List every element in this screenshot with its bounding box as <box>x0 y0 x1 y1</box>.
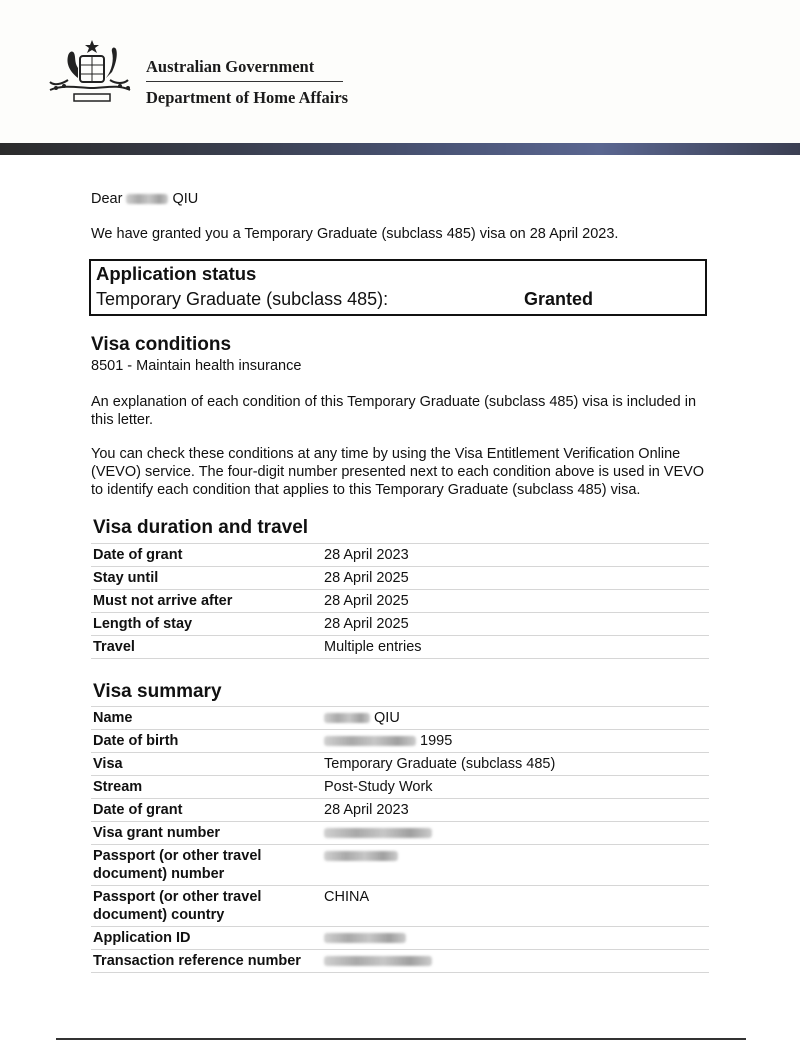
table-row <box>91 776 709 799</box>
row-key: Visa grant number <box>91 822 322 845</box>
table-row <box>91 730 709 753</box>
table-row <box>91 886 709 927</box>
row-key: Stream <box>91 776 322 799</box>
table-row <box>91 590 709 613</box>
header-banner <box>0 143 800 155</box>
footer-divider <box>56 1038 746 1040</box>
coat-of-arms-icon <box>44 38 134 106</box>
greeting <box>91 190 198 208</box>
redacted-grant-number <box>324 828 432 838</box>
table-row <box>91 707 709 730</box>
row-key: Passport (or other travel document) country <box>91 886 322 927</box>
conditions-explanation: An explanation of each condition of this Temporary Graduate (subclass 485) visa is included in this letter. <box>91 394 697 428</box>
department-name: Department of Home Affairs <box>146 88 349 107</box>
greeting-prefix: Dear <box>91 191 123 207</box>
row-value: CHINA <box>322 886 709 927</box>
row-key: Visa <box>91 753 322 776</box>
table-row <box>91 636 709 659</box>
row-key: Stay until <box>91 567 322 590</box>
grant-intro: We have granted you a Temporary Graduate (subclass 485) visa on 28 April 2023. <box>91 226 619 242</box>
summary-title: Visa summary <box>93 681 222 702</box>
redacted-given-name <box>126 194 168 204</box>
row-value: Multiple entries <box>322 636 709 659</box>
row-value <box>322 730 709 753</box>
row-key: Application ID <box>91 927 322 950</box>
row-value <box>322 707 709 730</box>
duration-title: Visa duration and travel <box>93 517 309 538</box>
letterhead <box>0 0 800 143</box>
table-row <box>91 950 709 973</box>
status-value: Granted <box>524 289 594 309</box>
table-row <box>91 845 709 886</box>
visa-conditions-title: Visa conditions <box>91 334 232 355</box>
row-key: Date of birth <box>91 730 322 753</box>
row-value <box>322 950 709 973</box>
redacted-transaction-reference <box>324 956 432 966</box>
surname-value: QIU <box>374 710 400 726</box>
table-row <box>91 822 709 845</box>
row-value: 28 April 2025 <box>322 590 709 613</box>
header-divider <box>146 81 343 82</box>
row-key: Transaction reference number <box>91 950 322 973</box>
row-value: Post-Study Work <box>322 776 709 799</box>
duration-table <box>91 543 709 659</box>
row-value <box>322 822 709 845</box>
row-value: 28 April 2023 <box>322 544 709 567</box>
table-row <box>91 927 709 950</box>
table-row <box>91 567 709 590</box>
row-key: Name <box>91 707 322 730</box>
row-key: Passport (or other travel document) number <box>91 845 322 886</box>
redacted-application-id <box>324 933 406 943</box>
row-key: Must not arrive after <box>91 590 322 613</box>
birth-year-value: 1995 <box>420 733 453 749</box>
row-value: 28 April 2023 <box>322 799 709 822</box>
row-key: Length of stay <box>91 613 322 636</box>
table-row <box>91 613 709 636</box>
row-key: Date of grant <box>91 799 322 822</box>
condition-item: 8501 - Maintain health insurance <box>91 358 302 374</box>
row-value <box>322 927 709 950</box>
table-row <box>91 544 709 567</box>
row-key: Travel <box>91 636 322 659</box>
government-name: Australian Government <box>146 57 315 76</box>
table-row <box>91 753 709 776</box>
row-key: Date of grant <box>91 544 322 567</box>
redacted-passport-number <box>324 851 398 861</box>
status-title: Application status <box>96 263 257 284</box>
greeting-surname: QIU <box>172 191 199 207</box>
vevo-explanation: You can check these conditions at any time by using the Visa Entitlement Verification Online (VEVO) service. The four-digit number presented next to each condition above is used in VEVO to identify each condition that applies to this Temporary Graduate (subclass 485) visa. <box>91 446 705 498</box>
summary-table <box>91 706 709 973</box>
row-value: Temporary Graduate (subclass 485) <box>322 753 709 776</box>
row-value: 28 April 2025 <box>322 567 709 590</box>
row-value: 28 April 2025 <box>322 613 709 636</box>
table-row <box>91 799 709 822</box>
redacted-given-name <box>324 713 370 723</box>
status-label: Temporary Graduate (subclass 485): <box>96 289 389 309</box>
redacted-birth-day-month <box>324 736 416 746</box>
row-value <box>322 845 709 886</box>
application-status-box <box>89 259 707 316</box>
